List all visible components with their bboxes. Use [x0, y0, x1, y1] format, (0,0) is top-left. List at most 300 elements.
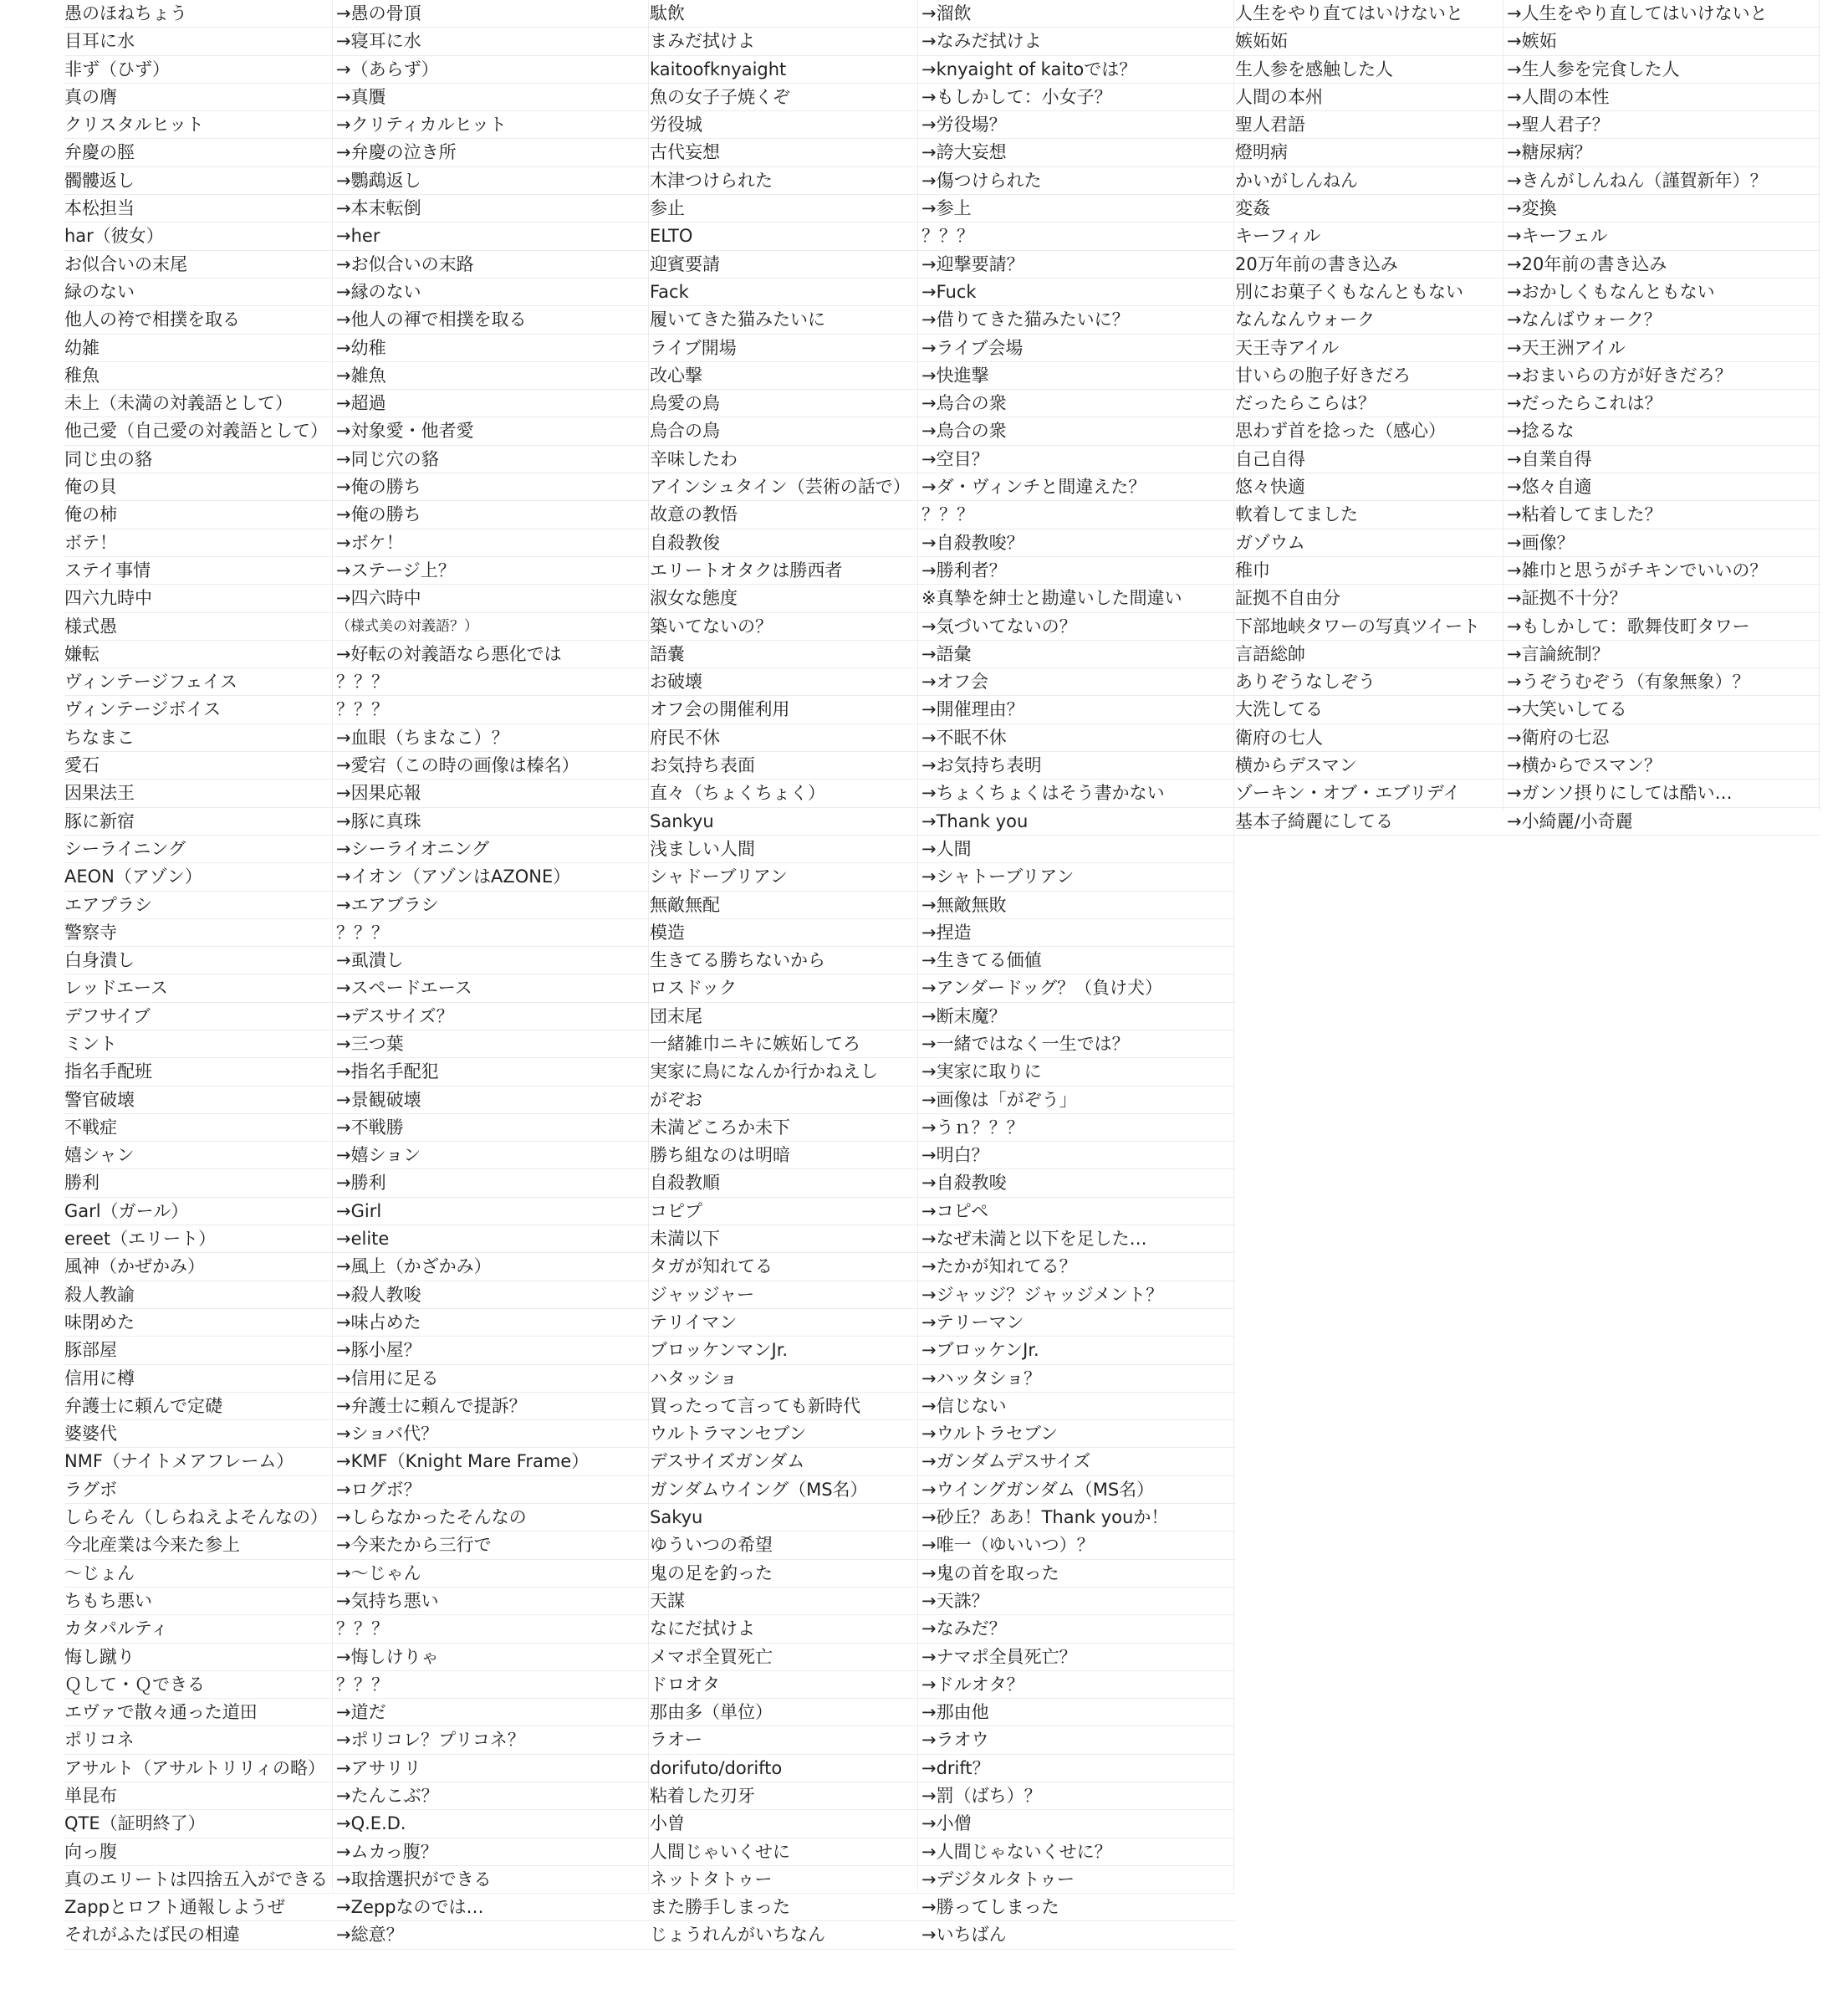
misspelling-cell[interactable]: 模造 — [650, 922, 685, 943]
misspelling-cell[interactable]: また勝手しまった — [650, 1897, 790, 1918]
correction-cell[interactable]: ？？？ — [336, 699, 389, 720]
misspelling-cell[interactable]: 未上（未満の対義語として） — [64, 393, 293, 414]
correction-cell[interactable]: →たんこぶ？ — [336, 1786, 439, 1806]
correction-cell[interactable]: →気持ち悪い — [336, 1590, 439, 1611]
misspelling-cell[interactable]: ネットタトゥー — [650, 1869, 773, 1889]
misspelling-cell[interactable]: 烏合の鳥 — [650, 421, 720, 442]
misspelling-cell[interactable]: ハタッショ — [650, 1368, 738, 1388]
misspelling-cell[interactable]: 稚魚 — [64, 365, 100, 386]
misspelling-cell[interactable]: だったらこらは？ — [1235, 393, 1376, 414]
misspelling-cell[interactable]: 20万年前の書き込み — [1235, 253, 1398, 274]
correction-cell[interactable]: →人間じゃないくせに？ — [921, 1841, 1112, 1862]
misspelling-cell[interactable]: 未満以下 — [650, 1229, 720, 1250]
correction-cell[interactable]: →オフ会 — [921, 672, 988, 693]
misspelling-cell[interactable]: 人生をやり直てはいけないと — [1235, 3, 1463, 23]
correction-cell[interactable]: →勝ってしまった — [921, 1897, 1059, 1918]
correction-cell[interactable]: →クリティカルヒット — [336, 115, 507, 135]
misspelling-cell[interactable]: ミント — [64, 1033, 117, 1054]
misspelling-cell[interactable]: har（彼女） — [64, 226, 164, 247]
correction-cell[interactable]: →快進撃 — [921, 365, 989, 386]
misspelling-cell[interactable]: まみだ拭けよ — [650, 31, 755, 52]
misspelling-cell[interactable]: 淑女な態度 — [650, 588, 738, 609]
misspelling-cell[interactable]: 語嚢 — [650, 643, 685, 664]
misspelling-cell[interactable]: 悠々快適 — [1235, 477, 1305, 498]
misspelling-cell[interactable]: 労役城 — [650, 115, 702, 135]
misspelling-cell[interactable]: 勝利 — [64, 1173, 100, 1194]
misspelling-cell[interactable]: 俺の柿 — [64, 504, 117, 525]
correction-cell[interactable]: →ジャッジ？ジャッジメント？ — [921, 1284, 1164, 1305]
correction-cell[interactable]: →ガンダムデスサイズ — [921, 1451, 1091, 1472]
misspelling-cell[interactable]: コピプ — [650, 1200, 702, 1221]
misspelling-cell[interactable]: お似合いの末尾 — [64, 253, 187, 274]
misspelling-cell[interactable]: 信用に樽 — [64, 1368, 135, 1388]
misspelling-cell[interactable]: 味閉めた — [64, 1312, 135, 1332]
misspelling-cell[interactable]: 本松担当 — [64, 198, 135, 219]
misspelling-cell[interactable]: 〜じょん — [64, 1562, 135, 1583]
misspelling-cell[interactable]: 迎賓要請 — [650, 253, 720, 274]
correction-cell[interactable]: →もしかして：小女子？ — [921, 86, 1112, 107]
correction-cell[interactable]: →烏合の衆 — [921, 393, 1007, 414]
correction-cell[interactable]: →人間 — [921, 838, 972, 859]
misspelling-cell[interactable]: 不戦症 — [64, 1117, 117, 1138]
misspelling-cell[interactable]: 直々（ちょくちょく） — [650, 783, 825, 804]
misspelling-cell[interactable]: 向っ腹 — [64, 1841, 117, 1862]
misspelling-cell[interactable]: 他己愛（自己愛の対義語として） — [64, 421, 328, 442]
misspelling-cell[interactable]: 自殺教順 — [650, 1173, 720, 1194]
correction-cell[interactable]: →総意？ — [336, 1925, 404, 1946]
misspelling-cell[interactable]: 他人の袴で相撲を取る — [64, 309, 240, 330]
correction-cell[interactable]: →ログボ？ — [336, 1479, 421, 1500]
misspelling-cell[interactable]: 横からデスマン — [1235, 755, 1357, 776]
correction-cell[interactable]: →不戦勝 — [336, 1117, 404, 1138]
correction-cell[interactable]: →ボケ！ — [336, 532, 404, 553]
correction-cell[interactable]: →烏合の衆 — [921, 421, 1007, 442]
misspelling-cell[interactable]: デスサイズガンダム — [650, 1451, 805, 1472]
correction-cell[interactable]: →信じない — [921, 1395, 1007, 1416]
misspelling-cell[interactable]: ブロッケンマンJr. — [650, 1340, 789, 1361]
correction-cell[interactable]: →風上（かざかみ） — [336, 1256, 492, 1277]
misspelling-cell[interactable]: ゆういつの希望 — [650, 1535, 773, 1556]
misspelling-cell[interactable]: しらそん（しらねえよそんなの） — [64, 1507, 328, 1528]
misspelling-cell[interactable]: ボテ！ — [64, 532, 117, 553]
correction-cell[interactable]: →Fuck — [921, 281, 977, 302]
correction-cell[interactable]: →お気持ち表明 — [921, 755, 1042, 776]
correction-cell[interactable]: →Q.E.D. — [336, 1813, 406, 1834]
correction-cell[interactable]: →断末魔？ — [921, 1005, 1007, 1026]
misspelling-cell[interactable]: ereet（エリート） — [64, 1229, 217, 1250]
correction-cell[interactable]: →なみだ拭けよ — [921, 31, 1042, 52]
misspelling-cell[interactable]: ウルトラマンセブン — [650, 1424, 807, 1444]
correction-cell[interactable]: →捏造 — [921, 922, 972, 943]
misspelling-cell[interactable]: それがふたば民の相違 — [64, 1925, 240, 1946]
correction-cell[interactable]: →誇大妄想 — [921, 142, 1007, 163]
misspelling-cell[interactable]: 買ったって言っても新時代 — [650, 1395, 860, 1416]
correction-cell[interactable]: →本末転倒 — [336, 198, 421, 219]
misspelling-cell[interactable]: 築いてないの？ — [650, 616, 773, 637]
misspelling-cell[interactable]: 烏愛の鳥 — [650, 393, 720, 414]
correction-cell[interactable]: →糖尿病？ — [1507, 142, 1592, 163]
correction-cell[interactable]: →四六時中 — [336, 588, 421, 609]
misspelling-cell[interactable]: 警察寺 — [64, 922, 117, 943]
misspelling-cell[interactable]: シーライニング — [64, 838, 186, 859]
correction-cell[interactable]: →イオン（アゾンはAZONE） — [336, 867, 571, 887]
correction-cell[interactable]: →真贋 — [336, 86, 386, 107]
correction-cell[interactable]: →しらなかったそんなの — [336, 1507, 527, 1528]
misspelling-cell[interactable]: 幼雑 — [64, 337, 100, 358]
correction-cell[interactable]: →今来たから三行で — [336, 1535, 492, 1556]
misspelling-cell[interactable]: 天王寺アイル — [1235, 337, 1340, 358]
correction-cell[interactable]: ？？？ — [921, 226, 974, 247]
correction-cell[interactable]: →小僧 — [921, 1813, 972, 1834]
correction-cell[interactable]: →自殺教唆？ — [921, 532, 1024, 553]
correction-cell[interactable]: →ダ・ヴィンチと間違えた？ — [921, 477, 1146, 498]
correction-cell[interactable]: →鸚鵡返し — [336, 170, 421, 191]
misspelling-cell[interactable]: ラグボ — [64, 1479, 117, 1500]
correction-cell[interactable]: →Thank you — [921, 810, 1029, 831]
misspelling-cell[interactable]: オフ会の開催利用 — [650, 699, 790, 720]
correction-cell[interactable]: →20年前の書き込み — [1507, 253, 1667, 274]
misspelling-cell[interactable]: 参止 — [650, 198, 685, 219]
misspelling-cell[interactable]: ガンダムウイング（MS名） — [650, 1479, 868, 1500]
correction-cell[interactable]: →俺の勝ち — [336, 504, 421, 525]
misspelling-cell[interactable]: 木津つけられた — [650, 170, 773, 191]
misspelling-cell[interactable]: 風神（かぜかみ） — [64, 1256, 205, 1277]
misspelling-cell[interactable]: アインシュタイン（芸術の話で） — [650, 477, 911, 498]
misspelling-cell[interactable]: かいがしんねん — [1235, 170, 1358, 191]
misspelling-cell[interactable]: ジャッジャー — [650, 1284, 755, 1305]
correction-cell[interactable]: →寝耳に水 — [336, 31, 421, 52]
misspelling-cell[interactable]: 愚のほねちょう — [64, 3, 187, 23]
misspelling-cell[interactable]: 変姦 — [1235, 198, 1270, 219]
correction-cell[interactable]: →ガンソ摂りにしては酷い… — [1507, 783, 1733, 804]
correction-cell[interactable]: →アンダードッグ？（負け犬） — [921, 978, 1163, 999]
correction-cell[interactable]: →味占めた — [336, 1312, 421, 1332]
correction-cell[interactable]: →粘着してました？ — [1507, 504, 1662, 525]
correction-cell[interactable]: →ショバ代？ — [336, 1424, 439, 1444]
correction-cell[interactable]: →エアブラシ — [336, 894, 439, 915]
correction-cell[interactable]: →お似合いの末路 — [336, 253, 474, 274]
correction-cell[interactable]: →借りてきた猫みたいに？ — [921, 309, 1130, 330]
correction-cell[interactable]: →捻るな — [1507, 421, 1575, 442]
misspelling-cell[interactable]: 衛府の七人 — [1235, 727, 1323, 748]
correction-cell[interactable]: →人間の本性 — [1507, 86, 1610, 107]
misspelling-cell[interactable]: 聖人君語 — [1235, 115, 1305, 135]
correction-cell[interactable]: ？？？ — [921, 504, 974, 525]
misspelling-cell[interactable]: Fack — [650, 281, 689, 302]
correction-cell[interactable]: →好転の対義語なら悪化では — [336, 643, 562, 664]
misspelling-cell[interactable]: 白身潰し — [64, 950, 135, 971]
misspelling-cell[interactable]: 天謀 — [650, 1590, 685, 1611]
correction-cell[interactable]: →なぜ未満と以下を足した… — [921, 1229, 1147, 1250]
correction-cell[interactable]: →罰（ばち）？ — [921, 1786, 1042, 1806]
misspelling-cell[interactable]: ポリコネ — [64, 1730, 135, 1751]
correction-cell[interactable]: →因果応報 — [336, 783, 421, 804]
correction-cell[interactable]: →コピペ — [921, 1200, 989, 1221]
correction-cell[interactable]: →縁のない — [336, 281, 421, 302]
correction-cell[interactable]: →幼稚 — [336, 337, 386, 358]
misspelling-cell[interactable]: お破壊 — [650, 672, 702, 693]
misspelling-cell[interactable]: 人間じゃいくせに — [650, 1841, 790, 1862]
correction-cell[interactable]: →労役場？ — [921, 115, 1007, 135]
correction-cell[interactable]: →指名手配犯 — [336, 1061, 439, 1082]
correction-cell[interactable]: →道だ — [336, 1702, 386, 1723]
misspelling-cell[interactable]: 団末尾 — [650, 1005, 702, 1026]
correction-cell[interactable]: →弁護士に頼んで提訴？ — [336, 1395, 527, 1416]
correction-cell[interactable]: →開催理由？ — [921, 699, 1024, 720]
misspelling-cell[interactable]: 粘着した刃牙 — [650, 1786, 755, 1806]
correction-cell[interactable]: →ステージ上？ — [336, 560, 456, 580]
misspelling-cell[interactable]: Zappとロフト通報しようぜ — [64, 1897, 285, 1918]
correction-cell[interactable]: →きんがしんねん（謹賀新年）？ — [1507, 170, 1768, 191]
misspelling-cell[interactable]: 今北産業は今来た参上 — [64, 1535, 240, 1556]
misspelling-cell[interactable]: ロスドック — [650, 978, 738, 999]
correction-cell[interactable]: →唯一（ゆいいつ）？ — [921, 1535, 1095, 1556]
misspelling-cell[interactable]: ドロオタ — [650, 1674, 720, 1695]
misspelling-cell[interactable]: QTE（証明終了） — [64, 1813, 206, 1834]
correction-cell[interactable]: →drift？ — [921, 1757, 990, 1778]
misspelling-cell[interactable]: ありぞうなしぞう — [1235, 672, 1376, 693]
misspelling-cell[interactable]: 下部地峡タワーの写真ツイート — [1235, 616, 1480, 637]
misspelling-cell[interactable]: クリスタルヒット — [64, 115, 204, 135]
correction-cell[interactable]: →他人の褌で相撲を取る — [336, 309, 527, 330]
misspelling-cell[interactable]: Garl（ガール） — [64, 1200, 189, 1221]
correction-cell[interactable]: →信用に足る — [336, 1368, 439, 1388]
misspelling-cell[interactable]: ELTO — [650, 226, 693, 247]
misspelling-cell[interactable]: 様式愚 — [64, 616, 117, 637]
misspelling-cell[interactable]: ガゾウム — [1235, 532, 1305, 553]
correction-cell[interactable]: →横からでスマン？ — [1507, 755, 1662, 776]
correction-cell[interactable]: →ドルオタ？ — [921, 1674, 1024, 1695]
misspelling-cell[interactable]: 履いてきた猫みたいに — [650, 309, 825, 330]
misspelling-cell[interactable]: 悔し蹴り — [64, 1646, 135, 1667]
correction-cell[interactable]: →おかしくもなんともない — [1507, 281, 1715, 302]
misspelling-cell[interactable]: ゾーキン・オブ・エブリデイ — [1235, 783, 1461, 804]
misspelling-cell[interactable]: 古代妄想 — [650, 142, 720, 163]
misspelling-cell[interactable]: Sakyu — [650, 1507, 703, 1528]
correction-cell[interactable]: →明白？ — [921, 1145, 989, 1166]
misspelling-cell[interactable]: 愛石 — [64, 755, 100, 776]
misspelling-cell[interactable]: 改心撃 — [650, 365, 702, 386]
correction-cell[interactable]: →テリーマン — [921, 1312, 1024, 1332]
correction-cell[interactable]: →超過 — [336, 393, 386, 414]
misspelling-cell[interactable]: アサルト（アサルトリリィの略） — [64, 1757, 326, 1778]
correction-cell[interactable]: →気づいてないの？ — [921, 616, 1077, 637]
correction-cell[interactable]: →溜飲 — [921, 3, 972, 23]
correction-cell[interactable]: →証拠不十分？ — [1507, 588, 1627, 609]
misspelling-cell[interactable]: 嫌転 — [64, 643, 100, 664]
misspelling-cell[interactable]: 豚に新宿 — [64, 810, 135, 831]
misspelling-cell[interactable]: 府民不休 — [650, 727, 720, 748]
correction-cell[interactable]: →シャトーブリアン — [921, 867, 1075, 887]
correction-cell[interactable]: →雑魚 — [336, 365, 386, 386]
misspelling-cell[interactable]: 那由多（単位） — [650, 1702, 773, 1723]
correction-cell[interactable]: ？？？ — [336, 1674, 389, 1695]
correction-cell[interactable]: ？？？ — [336, 922, 389, 943]
correction-cell[interactable]: →自殺教唆 — [921, 1173, 1007, 1194]
correction-cell[interactable]: →弁慶の泣き所 — [336, 142, 457, 163]
correction-cell[interactable]: →ウルトラセブン — [921, 1424, 1059, 1444]
correction-cell[interactable]: →聖人君子？ — [1507, 115, 1610, 135]
correction-cell[interactable]: →鬼の首を取った — [921, 1562, 1059, 1583]
misspelling-cell[interactable]: 生きてる勝ちないから — [650, 950, 825, 971]
misspelling-cell[interactable]: 嬉シャン — [64, 1145, 135, 1166]
correction-cell[interactable]: →ラオウ — [921, 1730, 989, 1751]
correction-cell[interactable]: →虱潰し — [336, 950, 404, 971]
misspelling-cell[interactable]: 単昆布 — [64, 1786, 117, 1806]
correction-cell[interactable]: ※真摯を紳士と勘違いした間違い — [921, 588, 1182, 609]
misspelling-cell[interactable]: 辛味したわ — [650, 448, 738, 469]
correction-cell[interactable]: →KMF（Knight Mare Frame） — [336, 1451, 590, 1472]
misspelling-cell[interactable]: メマポ全買死亡 — [650, 1646, 773, 1667]
misspelling-cell[interactable]: エリートオタクは勝西者 — [650, 560, 843, 580]
misspelling-cell[interactable]: 弁護士に頼んで定礎 — [64, 1395, 222, 1416]
correction-cell[interactable]: →もしかして：歌舞伎町タワー — [1507, 616, 1750, 637]
correction-cell[interactable]: →参上 — [921, 198, 972, 219]
misspelling-cell[interactable]: キーフィル — [1235, 226, 1321, 247]
misspelling-cell[interactable]: 婆婆代 — [64, 1424, 117, 1444]
misspelling-cell[interactable]: 甘いらの胞子好きだろ — [1235, 365, 1411, 386]
correction-cell[interactable]: →血眼（ちまなこ）？ — [336, 727, 509, 748]
correction-cell[interactable]: →雑巾と思うがチキンでいいの？ — [1507, 560, 1768, 580]
misspelling-cell[interactable]: 自己自得 — [1235, 448, 1305, 469]
misspelling-cell[interactable]: kaitoofknyaight — [650, 59, 787, 79]
misspelling-cell[interactable]: ラオー — [650, 1730, 702, 1751]
misspelling-cell[interactable]: 緑のない — [64, 281, 135, 302]
correction-cell[interactable]: →画像は「がぞう」 — [921, 1089, 1077, 1110]
misspelling-cell[interactable]: デフサイブ — [64, 1005, 151, 1026]
correction-cell[interactable]: →おまいらの方が好きだろ？ — [1507, 365, 1733, 386]
correction-cell[interactable]: →デスサイズ？ — [336, 1005, 454, 1026]
misspelling-cell[interactable]: 故意の教悟 — [650, 504, 738, 525]
misspelling-cell[interactable]: ヴィンテージフェイス — [64, 672, 238, 693]
correction-cell[interactable]: （様式美の対義語？） — [336, 617, 478, 635]
correction-cell[interactable]: →ウイングガンダム（MS名） — [921, 1479, 1155, 1500]
correction-cell[interactable]: →ライブ会場 — [921, 337, 1024, 358]
misspelling-cell[interactable]: じょうれんがいちなん — [650, 1925, 825, 1946]
correction-cell[interactable]: →天誅？ — [921, 1590, 989, 1611]
correction-cell[interactable]: →大笑いしてる — [1507, 699, 1627, 720]
correction-cell[interactable]: →デジタルタトゥー — [921, 1869, 1075, 1889]
misspelling-cell[interactable]: ライブ開場 — [650, 337, 737, 358]
misspelling-cell[interactable]: 別にお菓子くもなんともない — [1235, 281, 1463, 302]
correction-cell[interactable]: →たかが知れてる？ — [921, 1256, 1077, 1277]
misspelling-cell[interactable]: Ｑして・Ｑできる — [64, 1674, 205, 1695]
misspelling-cell[interactable]: ちもち悪い — [64, 1590, 152, 1611]
misspelling-cell[interactable]: シャドーブリアン — [650, 867, 788, 887]
misspelling-cell[interactable]: 魚の女子子焼くぞ — [650, 86, 790, 107]
correction-cell[interactable]: →画像？ — [1507, 532, 1575, 553]
correction-cell[interactable]: →スペードエース — [336, 978, 472, 999]
correction-cell[interactable]: →うぞうむぞう（有象無象）？ — [1507, 672, 1750, 693]
correction-cell[interactable]: →空目？ — [921, 448, 989, 469]
correction-cell[interactable]: →小綺麗/小奇麗 — [1507, 810, 1633, 831]
correction-cell[interactable]: →殺人教唆 — [336, 1284, 421, 1305]
misspelling-cell[interactable]: AEON（アゾン） — [64, 867, 202, 887]
misspelling-cell[interactable]: 殺人教諭 — [64, 1284, 135, 1305]
correction-cell[interactable]: →取捨選択ができる — [336, 1869, 492, 1889]
correction-cell[interactable]: →シーライオニング — [336, 838, 490, 859]
misspelling-cell[interactable]: 駄飲 — [650, 3, 685, 23]
misspelling-cell[interactable]: 一緒雑巾ニキに嫉妬してろ — [650, 1033, 860, 1054]
misspelling-cell[interactable]: NMF（ナイトメアフレーム） — [64, 1451, 294, 1472]
correction-cell[interactable]: →天王洲アイル — [1507, 337, 1626, 358]
correction-cell[interactable]: →人生をやり直してはいけないと — [1507, 3, 1768, 23]
misspelling-cell[interactable]: 非ず（ひず） — [64, 59, 170, 79]
misspelling-cell[interactable]: エヴァで散々通った道田 — [64, 1702, 258, 1723]
misspelling-cell[interactable]: 言語総帥 — [1235, 643, 1305, 664]
misspelling-cell[interactable]: 俺の貝 — [64, 477, 117, 498]
correction-cell[interactable]: →語彙 — [921, 643, 972, 664]
misspelling-cell[interactable]: 弁慶の脛 — [64, 142, 135, 163]
misspelling-cell[interactable]: 無敵無配 — [650, 894, 720, 915]
correction-cell[interactable]: →愚の骨頂 — [336, 3, 421, 23]
misspelling-cell[interactable]: なにだ拭けよ — [650, 1618, 755, 1639]
correction-cell[interactable]: →キーフェル — [1507, 226, 1608, 247]
correction-cell[interactable]: →ナマポ全員死亡？ — [921, 1646, 1077, 1667]
misspelling-cell[interactable]: タガが知れてる — [650, 1256, 773, 1277]
correction-cell[interactable]: →うｎ？？？ — [921, 1117, 1024, 1138]
misspelling-cell[interactable]: 勝ち組なのは明暗 — [650, 1145, 790, 1166]
misspelling-cell[interactable]: 自殺教俊 — [650, 532, 720, 553]
misspelling-cell[interactable]: 鬼の足を釣った — [650, 1562, 773, 1583]
correction-cell[interactable]: →迎撃要請？ — [921, 253, 1024, 274]
correction-cell[interactable]: →那由他 — [921, 1702, 989, 1723]
correction-cell[interactable]: →一緒ではなく一生では？ — [921, 1033, 1130, 1054]
misspelling-cell[interactable]: がぞお — [650, 1089, 702, 1110]
correction-cell[interactable]: →対象愛・他者愛 — [336, 421, 474, 442]
misspelling-cell[interactable]: 稚巾 — [1235, 560, 1270, 580]
misspelling-cell[interactable]: 指名手配班 — [64, 1061, 152, 1082]
correction-cell[interactable]: →ちょくちょくはそう書かない — [921, 783, 1165, 804]
correction-cell[interactable]: →elite — [336, 1229, 390, 1250]
correction-cell[interactable]: →勝利 — [336, 1173, 386, 1194]
misspelling-cell[interactable]: カタパルティ — [64, 1618, 169, 1639]
misspelling-cell[interactable]: ステイ事情 — [64, 560, 151, 580]
correction-cell[interactable]: →ハッタショ？ — [921, 1368, 1042, 1388]
misspelling-cell[interactable]: テリイマン — [650, 1312, 738, 1332]
correction-cell[interactable]: →生人参を完食した人 — [1507, 59, 1680, 79]
correction-cell[interactable]: →悠々自適 — [1507, 477, 1592, 498]
misspelling-cell[interactable]: ちなまこ — [64, 727, 135, 748]
correction-cell[interactable]: →her — [336, 226, 380, 247]
correction-cell[interactable]: →いちばん — [921, 1925, 1007, 1946]
correction-cell[interactable]: →豚に真珠 — [336, 810, 421, 831]
correction-cell[interactable]: →なんばウォーク？ — [1507, 309, 1662, 330]
correction-cell[interactable]: →三つ葉 — [336, 1033, 404, 1054]
correction-cell[interactable]: →Girl — [336, 1200, 382, 1221]
misspelling-cell[interactable]: 実家に鳥になんか行かねえし — [650, 1061, 878, 1082]
correction-cell[interactable]: →〜じゃん — [336, 1562, 421, 1583]
correction-cell[interactable]: →嬉ション — [336, 1145, 421, 1166]
misspelling-cell[interactable]: 四六九時中 — [64, 588, 152, 609]
correction-cell[interactable]: →自業自得 — [1507, 448, 1592, 469]
misspelling-cell[interactable]: 同じ虫の貉 — [64, 448, 152, 469]
correction-cell[interactable]: →衛府の七忍 — [1507, 727, 1610, 748]
correction-cell[interactable]: →不眠不休 — [921, 727, 1007, 748]
misspelling-cell[interactable]: ヴィンテージボイス — [64, 699, 222, 720]
correction-cell[interactable]: →嫉妬 — [1507, 31, 1557, 52]
correction-cell[interactable]: →俺の勝ち — [336, 477, 421, 498]
misspelling-cell[interactable]: 軟着してました — [1235, 504, 1358, 525]
correction-cell[interactable]: →同じ穴の貉 — [336, 448, 439, 469]
correction-cell[interactable]: ？？？ — [336, 1618, 389, 1639]
misspelling-cell[interactable]: 浅ましい人間 — [650, 838, 755, 859]
misspelling-cell[interactable]: お気持ち表面 — [650, 755, 755, 776]
misspelling-cell[interactable]: dorifuto/dorifto — [650, 1757, 783, 1778]
misspelling-cell[interactable]: 証拠不自由分 — [1235, 588, 1340, 609]
misspelling-cell[interactable]: 思わず首を捻った（感心） — [1235, 421, 1446, 442]
misspelling-cell[interactable]: 大洗してる — [1235, 699, 1323, 720]
